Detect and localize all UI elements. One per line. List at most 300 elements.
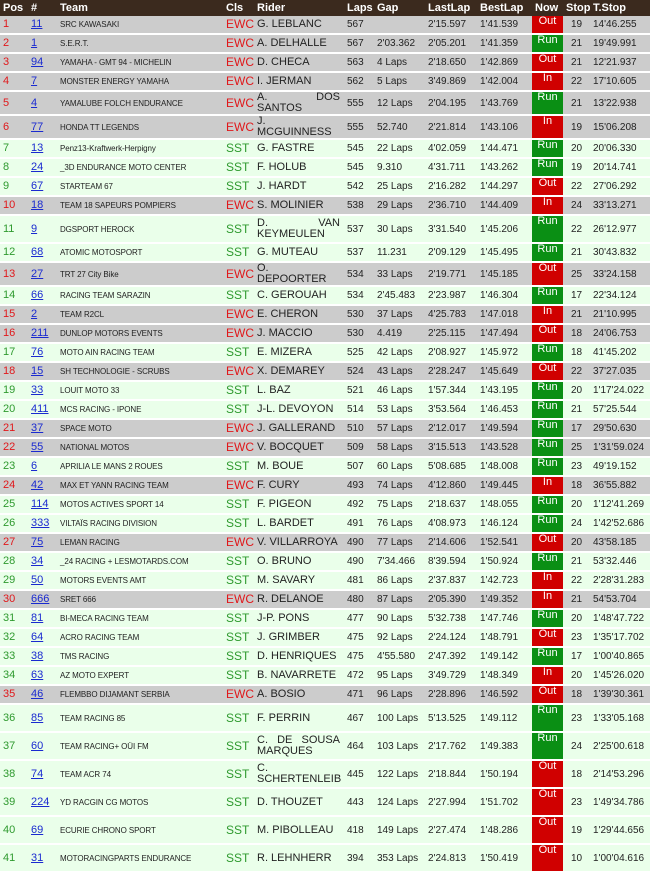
- class-label: EWC: [226, 364, 254, 378]
- best-lap-time-cell: [477, 553, 532, 572]
- gap-value-cell: [374, 458, 425, 477]
- best-lap-time-cell: [477, 515, 532, 534]
- laps-count: 538: [347, 200, 364, 211]
- class-label-cell: [223, 496, 254, 515]
- last-lap-time: 8'39.594: [428, 556, 467, 567]
- position-cell-cell: [0, 458, 28, 477]
- rider-name-cell: [254, 140, 344, 159]
- rider-name-cell: [254, 733, 344, 761]
- gap-value-cell: [374, 817, 425, 845]
- position-cell: 32: [3, 631, 16, 643]
- last-lap-time-cell: [425, 420, 477, 439]
- pit-stop-count: 24: [571, 518, 583, 529]
- gap-value-cell: [374, 216, 425, 244]
- last-lap-time-cell: [425, 116, 477, 140]
- header-gap[interactable]: Gap: [374, 0, 425, 16]
- header-rider[interactable]: Rider: [254, 0, 344, 16]
- gap-value-cell: [374, 382, 425, 401]
- bike-number-link[interactable]: 55: [31, 441, 44, 453]
- last-lap-time-cell: [425, 159, 477, 178]
- last-lap-time-cell: [425, 306, 477, 325]
- class-label: SST: [226, 345, 250, 359]
- table-row: [0, 686, 650, 705]
- table-row: [0, 733, 650, 761]
- rider-name-cell: [254, 35, 344, 54]
- rider-name-cell: [254, 344, 344, 363]
- laps-count-cell: [344, 287, 374, 306]
- team-name-cell: [57, 178, 223, 197]
- pit-stop-count: 21: [571, 38, 583, 49]
- bike-number-link[interactable]: 211: [31, 327, 49, 339]
- bike-number-link-cell: [28, 216, 57, 244]
- pit-stop-count-cell: [563, 686, 590, 705]
- laps-count: 514: [347, 404, 364, 415]
- rider-name-cell: [254, 287, 344, 306]
- class-label-cell: [223, 439, 254, 458]
- laps-count: 445: [347, 768, 364, 780]
- bike-number-link[interactable]: 37: [31, 422, 44, 434]
- total-stop-time: 57'25.544: [593, 404, 637, 415]
- total-stop-time-cell: [590, 845, 650, 873]
- position-cell-cell: [0, 35, 28, 54]
- laps-count: 510: [347, 423, 364, 434]
- best-lap-time-cell: [477, 140, 532, 159]
- bike-number-link[interactable]: 34: [31, 555, 44, 567]
- best-lap-time: 1'49.352: [480, 594, 519, 605]
- best-lap-time-cell: [477, 244, 532, 263]
- header-lastlap[interactable]: LastLap: [425, 0, 477, 16]
- bike-number-link-cell: [28, 178, 57, 197]
- total-stop-time-cell: [590, 140, 650, 159]
- class-label-cell: [223, 287, 254, 306]
- last-lap-time-cell: [425, 16, 477, 35]
- position-cell: 5: [3, 96, 10, 109]
- pit-stop-count: 23: [571, 712, 583, 724]
- total-stop-time: 13'22.938: [593, 97, 637, 109]
- team-name-cell: [57, 344, 223, 363]
- pit-stop-count-cell: [563, 344, 590, 363]
- bike-number-link[interactable]: 77: [31, 120, 44, 133]
- team-name: _3D ENDURANCE MOTO CENTER: [60, 163, 187, 172]
- status-badge-cell: [532, 591, 563, 610]
- pit-stop-count-cell: [563, 178, 590, 197]
- class-label-cell: [223, 534, 254, 553]
- rider-name: D. HENRIQUES: [257, 650, 337, 662]
- header-number[interactable]: #: [28, 0, 57, 16]
- gap-value: 9.310: [377, 162, 403, 173]
- rider-name: O. BRUNO: [257, 555, 312, 567]
- status-badge-cell: [532, 458, 563, 477]
- class-label: SST: [226, 794, 250, 809]
- position-cell: 35: [3, 688, 16, 700]
- best-lap-time-cell: [477, 667, 532, 686]
- bike-number-link-cell: [28, 306, 57, 325]
- position-cell-cell: [0, 306, 28, 325]
- laps-count-cell: [344, 401, 374, 420]
- bike-number-link[interactable]: 69: [31, 823, 44, 836]
- position-cell: 39: [3, 795, 16, 808]
- bike-number-link[interactable]: 411: [31, 403, 49, 415]
- total-stop-time: 1'00'04.616: [593, 852, 645, 864]
- class-label: SST: [226, 160, 250, 174]
- best-lap-time: 1'49.112: [480, 712, 518, 724]
- laps-count: 530: [347, 328, 364, 339]
- gap-value-cell: [374, 420, 425, 439]
- bike-number-link[interactable]: 9: [31, 222, 38, 235]
- bike-number-link[interactable]: 27: [31, 267, 44, 280]
- rider-name: J. HARDT: [257, 180, 307, 192]
- status-badge: Out: [538, 53, 557, 65]
- best-lap-time: 1'50.924: [480, 556, 519, 567]
- best-lap-time: 1'46.592: [480, 689, 519, 700]
- team-name-cell: [57, 216, 223, 244]
- gap-value-cell: [374, 733, 425, 761]
- best-lap-time-cell: [477, 629, 532, 648]
- gap-value: 5 Laps: [377, 76, 408, 87]
- laps-count-cell: [344, 178, 374, 197]
- bike-number-link[interactable]: 50: [31, 574, 44, 586]
- bike-number-link[interactable]: 66: [31, 289, 44, 301]
- last-lap-time: 5'08.685: [428, 461, 467, 472]
- team-name-cell: [57, 16, 223, 35]
- total-stop-time-cell: [590, 244, 650, 263]
- team-name: AZ MOTO EXPERT: [60, 671, 129, 680]
- table-row: [0, 667, 650, 686]
- header-now[interactable]: Now: [532, 0, 563, 16]
- last-lap-time: 2'23.987: [428, 290, 467, 301]
- last-lap-time-cell: [425, 648, 477, 667]
- bike-number-link[interactable]: 85: [31, 711, 44, 724]
- table-row: [0, 439, 650, 458]
- table-row: [0, 344, 650, 363]
- bike-number-link-cell: [28, 401, 57, 420]
- status-badge: Run: [537, 457, 558, 469]
- status-badge: In: [542, 196, 553, 208]
- last-lap-time: 2'18.650: [428, 57, 467, 68]
- total-stop-time: 53'32.446: [593, 556, 637, 567]
- total-stop-time: 17'10.605: [593, 76, 637, 87]
- bike-number-link[interactable]: 38: [31, 650, 44, 662]
- best-lap-time: 1'49.445: [480, 480, 519, 491]
- position-cell-cell: [0, 515, 28, 534]
- laps-count: 507: [347, 461, 364, 472]
- table-row: [0, 496, 650, 515]
- last-lap-time: 2'18.844: [428, 768, 467, 780]
- pit-stop-count-cell: [563, 363, 590, 382]
- bike-number-link[interactable]: 94: [31, 56, 44, 68]
- bike-number-link[interactable]: 42: [31, 479, 44, 491]
- status-badge: Run: [537, 34, 558, 46]
- best-lap-time: 1'45.495: [480, 247, 519, 258]
- bike-number-link[interactable]: 75: [31, 536, 44, 548]
- total-stop-time-cell: [590, 789, 650, 817]
- position-cell-cell: [0, 553, 28, 572]
- status-badge-cell: [532, 534, 563, 553]
- total-stop-time-cell: [590, 306, 650, 325]
- gap-value: 52.740: [377, 121, 408, 133]
- team-name-cell: [57, 325, 223, 344]
- position-cell-cell: [0, 572, 28, 591]
- rider-name-cell: [254, 216, 344, 244]
- team-name: TEAM ACR 74: [60, 769, 111, 779]
- status-badge: In: [542, 72, 553, 84]
- rider-name: F. PERRIN: [257, 711, 311, 724]
- laps-count-cell: [344, 705, 374, 733]
- laps-count: 563: [347, 57, 364, 68]
- bike-number-link[interactable]: 15: [31, 365, 44, 377]
- best-lap-time-cell: [477, 591, 532, 610]
- table-row: [0, 16, 650, 35]
- position-cell: 20: [3, 403, 16, 415]
- bike-number-link[interactable]: 4: [31, 96, 38, 109]
- pit-stop-count: 20: [571, 499, 583, 510]
- total-stop-time-cell: [590, 477, 650, 496]
- last-lap-time-cell: [425, 439, 477, 458]
- laps-count-cell: [344, 572, 374, 591]
- gap-value-cell: [374, 553, 425, 572]
- last-lap-time: 2'14.606: [428, 537, 467, 548]
- bike-number-link[interactable]: 13: [31, 142, 44, 154]
- position-cell-cell: [0, 344, 28, 363]
- best-lap-time-cell: [477, 686, 532, 705]
- position-cell-cell: [0, 439, 28, 458]
- pit-stop-count-cell: [563, 140, 590, 159]
- gap-value-cell: [374, 667, 425, 686]
- rider-name: X. DEMAREY: [257, 365, 325, 377]
- laps-count-cell: [344, 16, 374, 35]
- bike-number-link[interactable]: 81: [31, 612, 44, 624]
- bike-number-link-cell: [28, 477, 57, 496]
- header-team[interactable]: Team: [57, 0, 223, 16]
- pit-stop-count-cell: [563, 817, 590, 845]
- status-badge: In: [542, 571, 553, 583]
- bike-number-link[interactable]: 6: [31, 460, 38, 472]
- status-badge-cell: [532, 401, 563, 420]
- gap-value-cell: [374, 92, 425, 116]
- team-name: BI-MECA RACING TEAM: [60, 614, 149, 623]
- laps-count-cell: [344, 610, 374, 629]
- last-lap-time: 2'12.017: [428, 423, 467, 434]
- laps-count-cell: [344, 73, 374, 92]
- best-lap-time: 1'50.194: [480, 768, 519, 780]
- gap-value-cell: [374, 648, 425, 667]
- total-stop-time-cell: [590, 16, 650, 35]
- best-lap-time-cell: [477, 116, 532, 140]
- gap-value: 95 Laps: [377, 670, 413, 681]
- gap-value: 46 Laps: [377, 385, 413, 396]
- bike-number-link[interactable]: 114: [31, 498, 49, 510]
- class-label: EWC: [226, 307, 254, 321]
- header-class[interactable]: Cls: [223, 0, 254, 16]
- laps-count-cell: [344, 306, 374, 325]
- team-name: ECURIE CHRONO SPORT: [60, 825, 156, 835]
- table-row: [0, 263, 650, 287]
- last-lap-time-cell: [425, 344, 477, 363]
- status-badge-cell: [532, 667, 563, 686]
- position-cell-cell: [0, 140, 28, 159]
- table-row: [0, 648, 650, 667]
- table-row: [0, 553, 650, 572]
- pit-stop-count-cell: [563, 733, 590, 761]
- bike-number-link-cell: [28, 344, 57, 363]
- bike-number-link[interactable]: 33: [31, 384, 44, 396]
- bike-number-link-cell: [28, 761, 57, 789]
- pit-stop-count-cell: [563, 159, 590, 178]
- last-lap-time: 2'36.710: [428, 200, 467, 211]
- position-cell-cell: [0, 116, 28, 140]
- position-cell-cell: [0, 420, 28, 439]
- best-lap-time-cell: [477, 263, 532, 287]
- pit-stop-count-cell: [563, 439, 590, 458]
- bike-number-link[interactable]: 68: [31, 246, 44, 258]
- team-name: ACRO RACING TEAM: [60, 633, 140, 642]
- table-header-row: [0, 0, 650, 16]
- bike-number-link[interactable]: 76: [31, 346, 44, 358]
- last-lap-time: 2'09.129: [428, 247, 467, 258]
- status-badge: Out: [538, 15, 557, 27]
- laps-count: 464: [347, 740, 364, 752]
- position-cell: 24: [3, 479, 16, 491]
- laps-count: 545: [347, 162, 364, 173]
- status-badge-cell: [532, 817, 563, 845]
- total-stop-time-cell: [590, 817, 650, 845]
- position-cell-cell: [0, 789, 28, 817]
- bike-number-link[interactable]: 1: [31, 37, 38, 49]
- last-lap-time-cell: [425, 733, 477, 761]
- last-lap-time-cell: [425, 263, 477, 287]
- rider-name: J. GRIMBER: [257, 631, 320, 643]
- last-lap-time: 1'57.344: [428, 385, 467, 396]
- rider-name: V. BOCQUET: [257, 441, 324, 453]
- pit-stop-count: 21: [571, 97, 583, 109]
- status-badge: Run: [537, 139, 558, 151]
- bike-number-link[interactable]: 67: [31, 180, 44, 192]
- last-lap-time: 5'32.738: [428, 613, 467, 624]
- header-laps[interactable]: Laps: [344, 0, 374, 16]
- bike-number-link[interactable]: 64: [31, 631, 44, 643]
- last-lap-time-cell: [425, 496, 477, 515]
- total-stop-time: 12'21.937: [593, 57, 637, 68]
- total-stop-time-cell: [590, 54, 650, 73]
- best-lap-time-cell: [477, 648, 532, 667]
- rider-name-cell: [254, 73, 344, 92]
- bike-number-link[interactable]: 11: [31, 18, 43, 30]
- table-row: [0, 817, 650, 845]
- header-stop[interactable]: Stop: [563, 0, 590, 16]
- class-label-cell: [223, 92, 254, 116]
- pit-stop-count-cell: [563, 263, 590, 287]
- bike-number-link[interactable]: 18: [31, 199, 44, 211]
- last-lap-time: 2'25.115: [428, 328, 466, 339]
- header-tstop[interactable]: T.Stop: [590, 0, 650, 16]
- rider-name-cell: [254, 648, 344, 667]
- best-lap-time-cell: [477, 344, 532, 363]
- bike-number-link[interactable]: 63: [31, 669, 44, 681]
- bike-number-link[interactable]: 31: [31, 851, 44, 864]
- gap-value-cell: [374, 54, 425, 73]
- status-badge: Run: [537, 495, 558, 507]
- best-lap-time-cell: [477, 287, 532, 306]
- team-name-cell: [57, 629, 223, 648]
- gap-value-cell: [374, 761, 425, 789]
- class-label: SST: [226, 554, 250, 568]
- class-label: SST: [226, 710, 250, 725]
- bike-number-link[interactable]: 666: [31, 593, 50, 605]
- gap-value: 100 Laps: [377, 712, 419, 724]
- rider-name-cell: [254, 458, 344, 477]
- bike-number-link[interactable]: 333: [31, 517, 50, 529]
- team-name: MAX ET YANN RACING TEAM: [60, 481, 169, 490]
- team-name: TRT 27 City Bike: [60, 269, 119, 279]
- last-lap-time: 3'49.729: [428, 670, 467, 681]
- best-lap-time-cell: [477, 496, 532, 515]
- gap-value: 2'45.483: [377, 290, 416, 301]
- bike-number-link[interactable]: 46: [31, 688, 44, 700]
- team-name-cell: [57, 733, 223, 761]
- team-name-cell: [57, 591, 223, 610]
- class-label: SST: [226, 649, 250, 663]
- team-name-cell: [57, 159, 223, 178]
- rider-name-cell: [254, 325, 344, 344]
- last-lap-time: 2'24.813: [428, 852, 467, 864]
- total-stop-time-cell: [590, 553, 650, 572]
- position-cell-cell: [0, 16, 28, 35]
- rider-name: M. SAVARY: [257, 574, 316, 586]
- last-lap-time-cell: [425, 287, 477, 306]
- position-cell-cell: [0, 54, 28, 73]
- best-lap-time: 1'42.004: [480, 76, 519, 87]
- pit-stop-count-cell: [563, 705, 590, 733]
- best-lap-time-cell: [477, 363, 532, 382]
- gap-value-cell: [374, 263, 425, 287]
- gap-value-cell: [374, 686, 425, 705]
- bike-number-link[interactable]: 74: [31, 767, 44, 780]
- table-row: [0, 140, 650, 159]
- class-label-cell: [223, 667, 254, 686]
- pit-stop-count: 24: [571, 740, 583, 752]
- bike-number-link[interactable]: 60: [31, 739, 44, 752]
- laps-count-cell: [344, 116, 374, 140]
- bike-number-link[interactable]: 2: [31, 308, 38, 320]
- laps-count-cell: [344, 439, 374, 458]
- gap-value: 30 Laps: [377, 223, 413, 235]
- header-pos[interactable]: Pos: [0, 0, 28, 16]
- best-lap-time: 1'43.195: [480, 385, 519, 396]
- position-cell: 7: [3, 142, 10, 154]
- class-label-cell: [223, 648, 254, 667]
- bike-number-link[interactable]: 24: [31, 161, 44, 173]
- table-row: [0, 325, 650, 344]
- pit-stop-count: 18: [571, 347, 583, 358]
- table-row: [0, 35, 650, 54]
- bike-number-link[interactable]: 224: [31, 795, 50, 808]
- status-badge-cell: [532, 344, 563, 363]
- bike-number-link[interactable]: 7: [31, 75, 38, 87]
- pit-stop-count-cell: [563, 35, 590, 54]
- laps-count-cell: [344, 667, 374, 686]
- best-lap-time-cell: [477, 35, 532, 54]
- table-row: [0, 197, 650, 216]
- class-label: SST: [226, 221, 250, 236]
- last-lap-time: 4'25.783: [428, 309, 467, 320]
- status-badge: Out: [538, 816, 557, 828]
- best-lap-time: 1'45.185: [480, 268, 519, 280]
- header-bestlap[interactable]: BestLap: [477, 0, 532, 16]
- gap-value: 43 Laps: [377, 366, 413, 377]
- total-stop-time-cell: [590, 159, 650, 178]
- pit-stop-count-cell: [563, 648, 590, 667]
- class-label: SST: [226, 738, 250, 753]
